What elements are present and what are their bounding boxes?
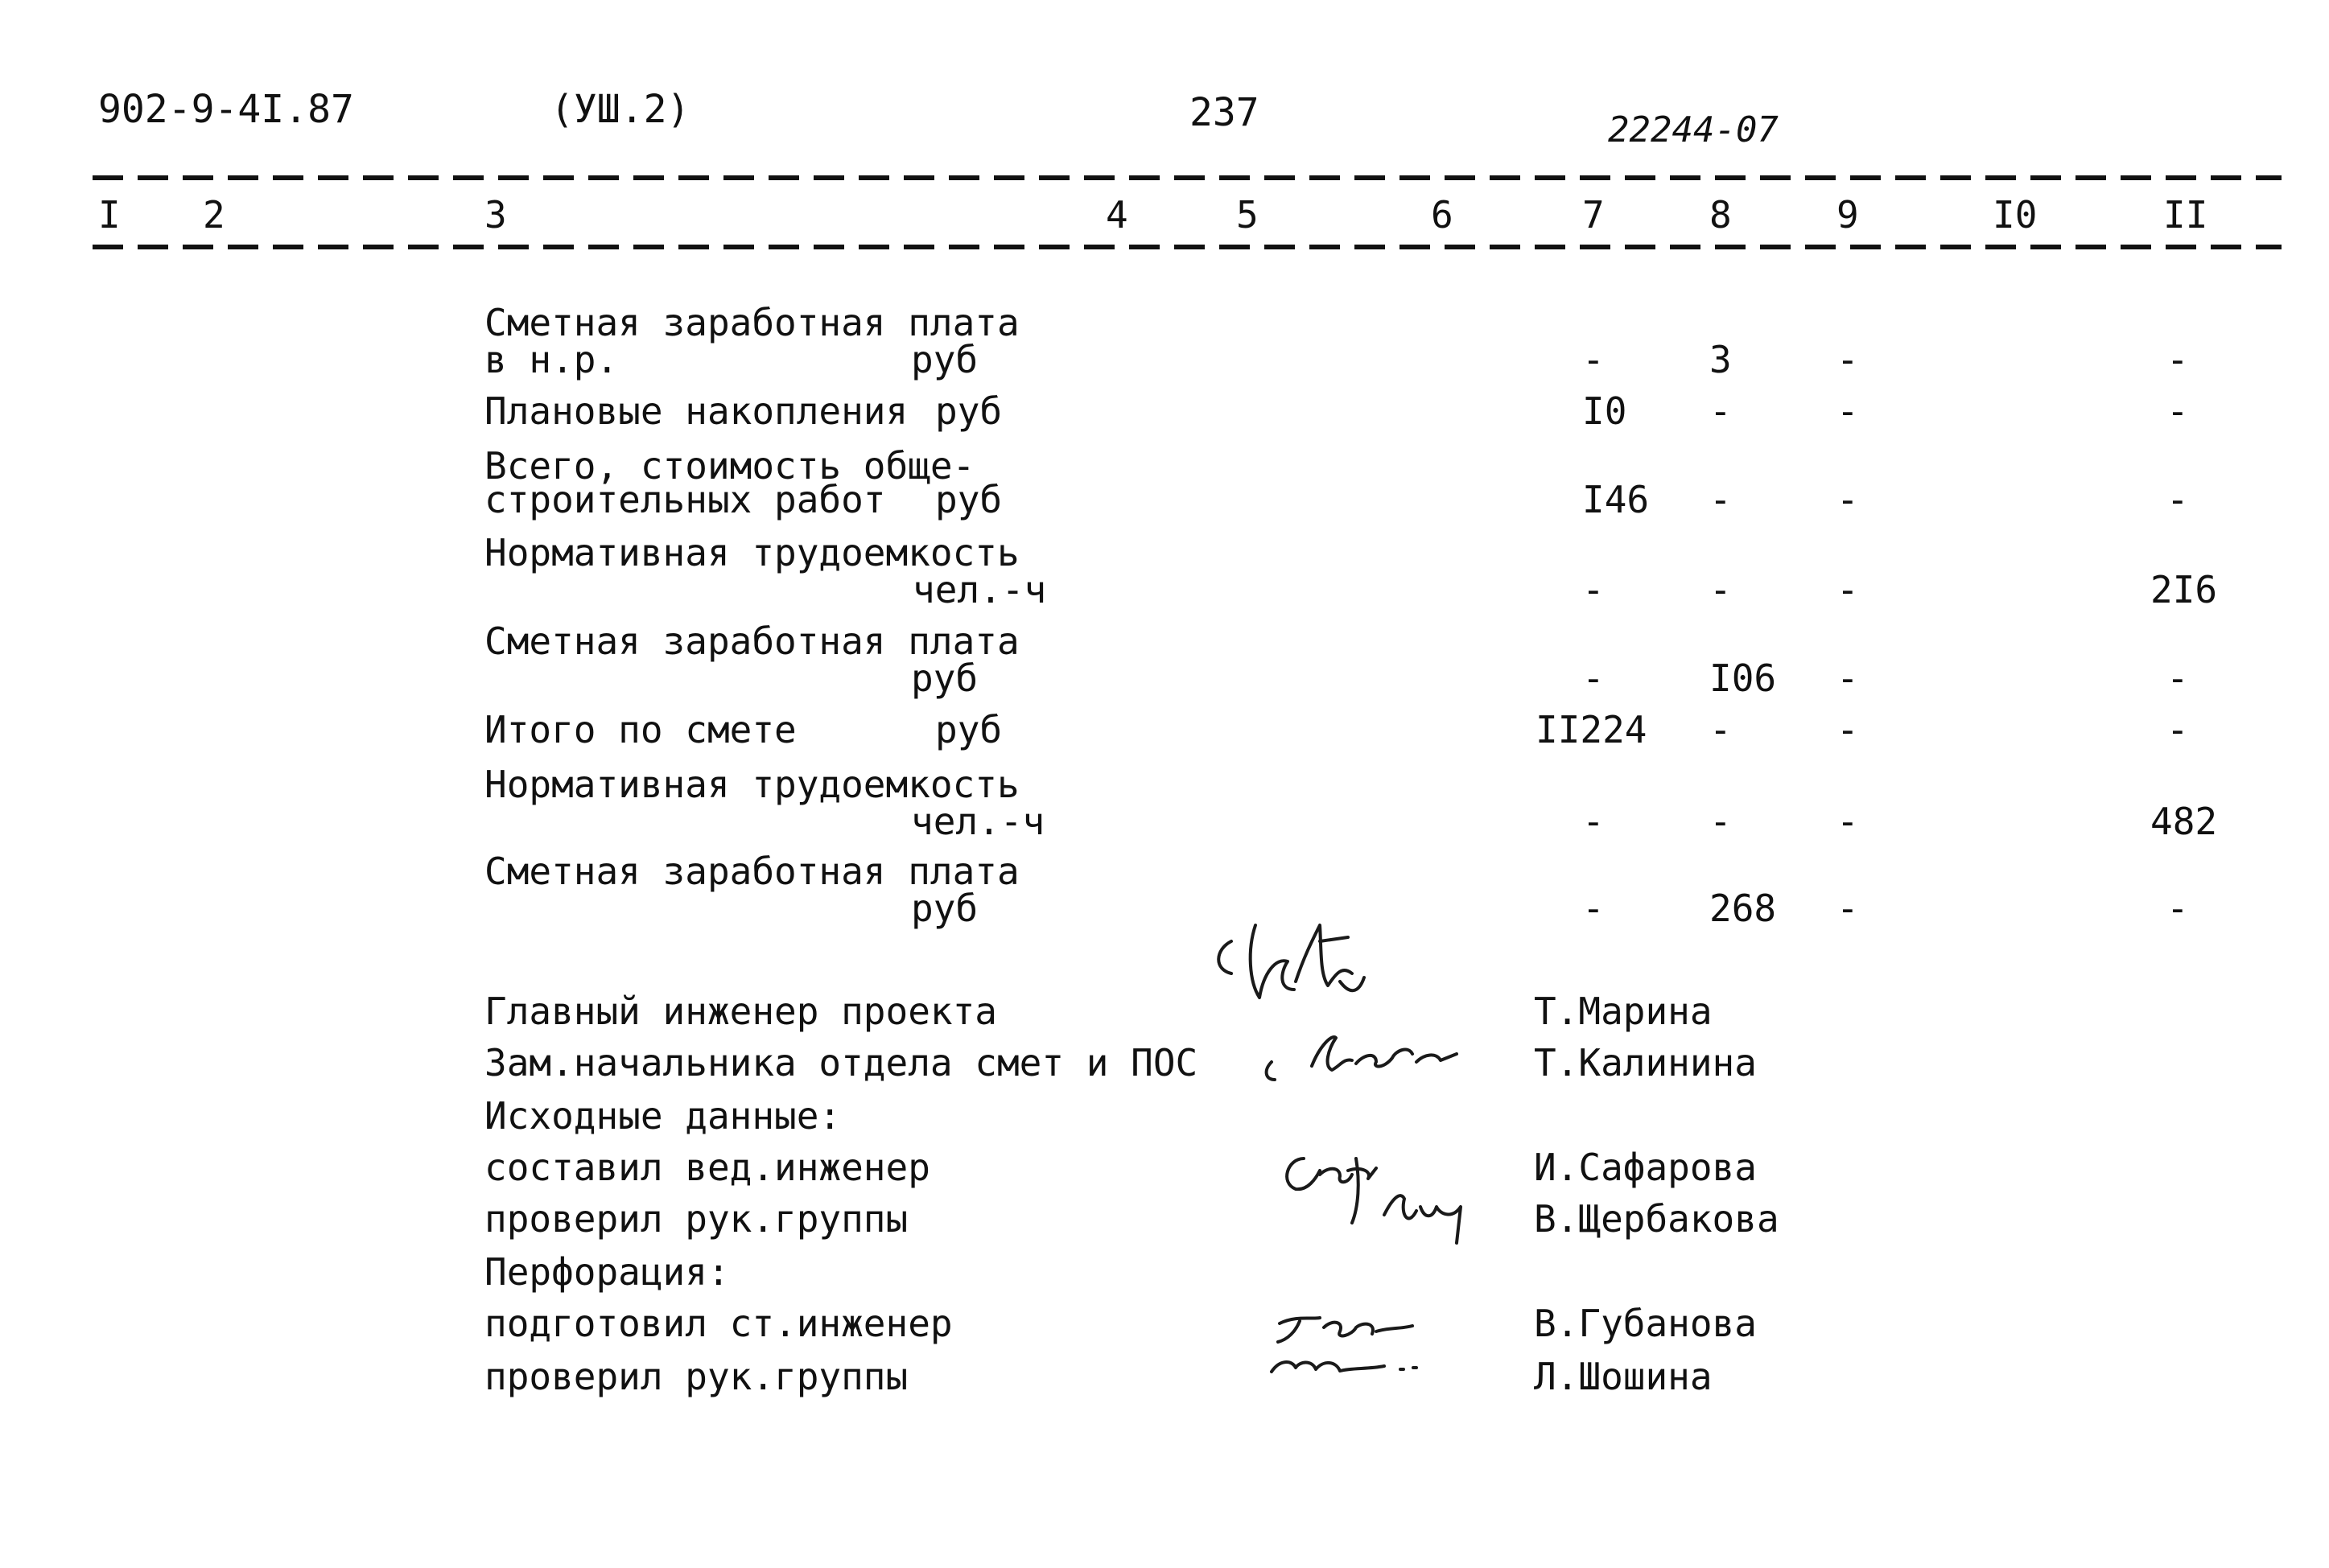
cell-col8: -: [1709, 708, 1732, 751]
header-top-rule: [93, 175, 2282, 180]
cell-col8: 3: [1709, 338, 1732, 381]
cell-col9: -: [1836, 708, 1859, 751]
cell-col11: 482: [2150, 800, 2218, 843]
cell-col11: -: [2166, 478, 2189, 521]
signature-role: проверил рук.группы: [484, 1355, 909, 1398]
row-label: Сметная заработная плата: [484, 850, 1020, 893]
cell-col7: I0: [1582, 389, 1627, 433]
cell-col8: I06: [1709, 656, 1777, 700]
handwritten-signature: [1199, 893, 1392, 1022]
document-code: 902-9-4I.87: [98, 87, 354, 132]
row-label: Всего, стоимость обще-: [484, 444, 975, 488]
cell-col11: -: [2166, 708, 2189, 751]
handwritten-signature: [1255, 1022, 1481, 1094]
row-unit: руб: [935, 708, 1003, 751]
row-label: Нормативная трудоемкость: [484, 531, 1020, 574]
cell-col7: -: [1582, 338, 1605, 381]
cell-col9: -: [1836, 478, 1859, 521]
cell-col7: I46: [1582, 478, 1650, 521]
handwritten-signature: [1272, 1126, 1513, 1271]
cell-col7: -: [1582, 800, 1605, 843]
cell-col11: -: [2166, 389, 2189, 433]
row-label-cont: строительных работ: [484, 478, 886, 521]
cell-col11: 2I6: [2150, 568, 2218, 611]
column-header: 5: [1236, 193, 1259, 237]
column-header: 6: [1431, 193, 1453, 237]
cell-col11: -: [2166, 338, 2189, 381]
signature-role: Зам.начальника отдела смет и ПОС: [484, 1041, 1198, 1084]
column-header: 4: [1106, 193, 1128, 237]
section-label: (УШ.2): [550, 87, 690, 132]
cell-col7: -: [1582, 656, 1605, 700]
row-label-cont: в н.р.: [484, 338, 619, 381]
signature-section-label: Исходные данные:: [484, 1094, 842, 1138]
column-header: 9: [1836, 193, 1859, 237]
header-bottom-rule: [93, 245, 2282, 249]
row-unit: руб: [935, 389, 1003, 433]
handwritten-signature: [1255, 1303, 1481, 1400]
inventory-stamp-number: 22244-07: [1608, 109, 1779, 150]
cell-col9: -: [1836, 568, 1859, 611]
signature-name: Т.Калинина: [1534, 1041, 1757, 1084]
cell-col8: -: [1709, 389, 1732, 433]
cell-col9: -: [1836, 887, 1859, 930]
row-unit: руб: [911, 887, 979, 930]
column-header: I0: [1993, 193, 2038, 237]
row-unit: руб: [935, 478, 1003, 521]
cell-col11: -: [2166, 887, 2189, 930]
cell-col9: -: [1836, 338, 1859, 381]
signature-name: В.Губанова: [1534, 1302, 1757, 1345]
column-header: 7: [1582, 193, 1605, 237]
column-header: 3: [484, 193, 507, 237]
column-header: 8: [1709, 193, 1732, 237]
page-number: 237: [1189, 90, 1259, 135]
row-unit: руб: [911, 338, 979, 381]
row-label: Сметная заработная плата: [484, 619, 1020, 663]
row-label: Итого по смете: [484, 708, 797, 751]
row-unit: руб: [911, 656, 979, 700]
cell-col8: 268: [1709, 887, 1777, 930]
cell-col9: -: [1836, 656, 1859, 700]
cell-col7: -: [1582, 568, 1605, 611]
row-unit: чел.-ч: [913, 568, 1047, 611]
signature-role: Главный инженер проекта: [484, 990, 997, 1033]
signature-role: подготовил ст.инженер: [484, 1302, 953, 1345]
column-header: 2: [203, 193, 225, 237]
signature-section-label: Перфорация:: [484, 1250, 730, 1294]
signature-role: проверил рук.группы: [484, 1197, 909, 1241]
cell-col9: -: [1836, 389, 1859, 433]
signature-role: составил вед.инженер: [484, 1146, 930, 1189]
signature-name: В.Щербакова: [1534, 1197, 1779, 1241]
cell-col9: -: [1836, 800, 1859, 843]
signature-name: Л.Шошина: [1534, 1355, 1713, 1398]
row-unit: чел.-ч: [911, 800, 1045, 843]
column-header: II: [2163, 193, 2208, 237]
cell-col8: -: [1709, 568, 1732, 611]
row-label: Сметная заработная плата: [484, 301, 1020, 344]
signature-name: И.Сафарова: [1534, 1146, 1757, 1189]
cell-col7: II224: [1535, 708, 1647, 751]
row-label: Нормативная трудоемкость: [484, 763, 1020, 806]
cell-col8: -: [1709, 478, 1732, 521]
cell-col8: -: [1709, 800, 1732, 843]
signature-name: Т.Марина: [1534, 990, 1713, 1033]
cell-col11: -: [2166, 656, 2189, 700]
cell-col7: -: [1582, 887, 1605, 930]
row-label: Плановые накопления: [484, 389, 909, 433]
column-header: I: [98, 193, 121, 237]
